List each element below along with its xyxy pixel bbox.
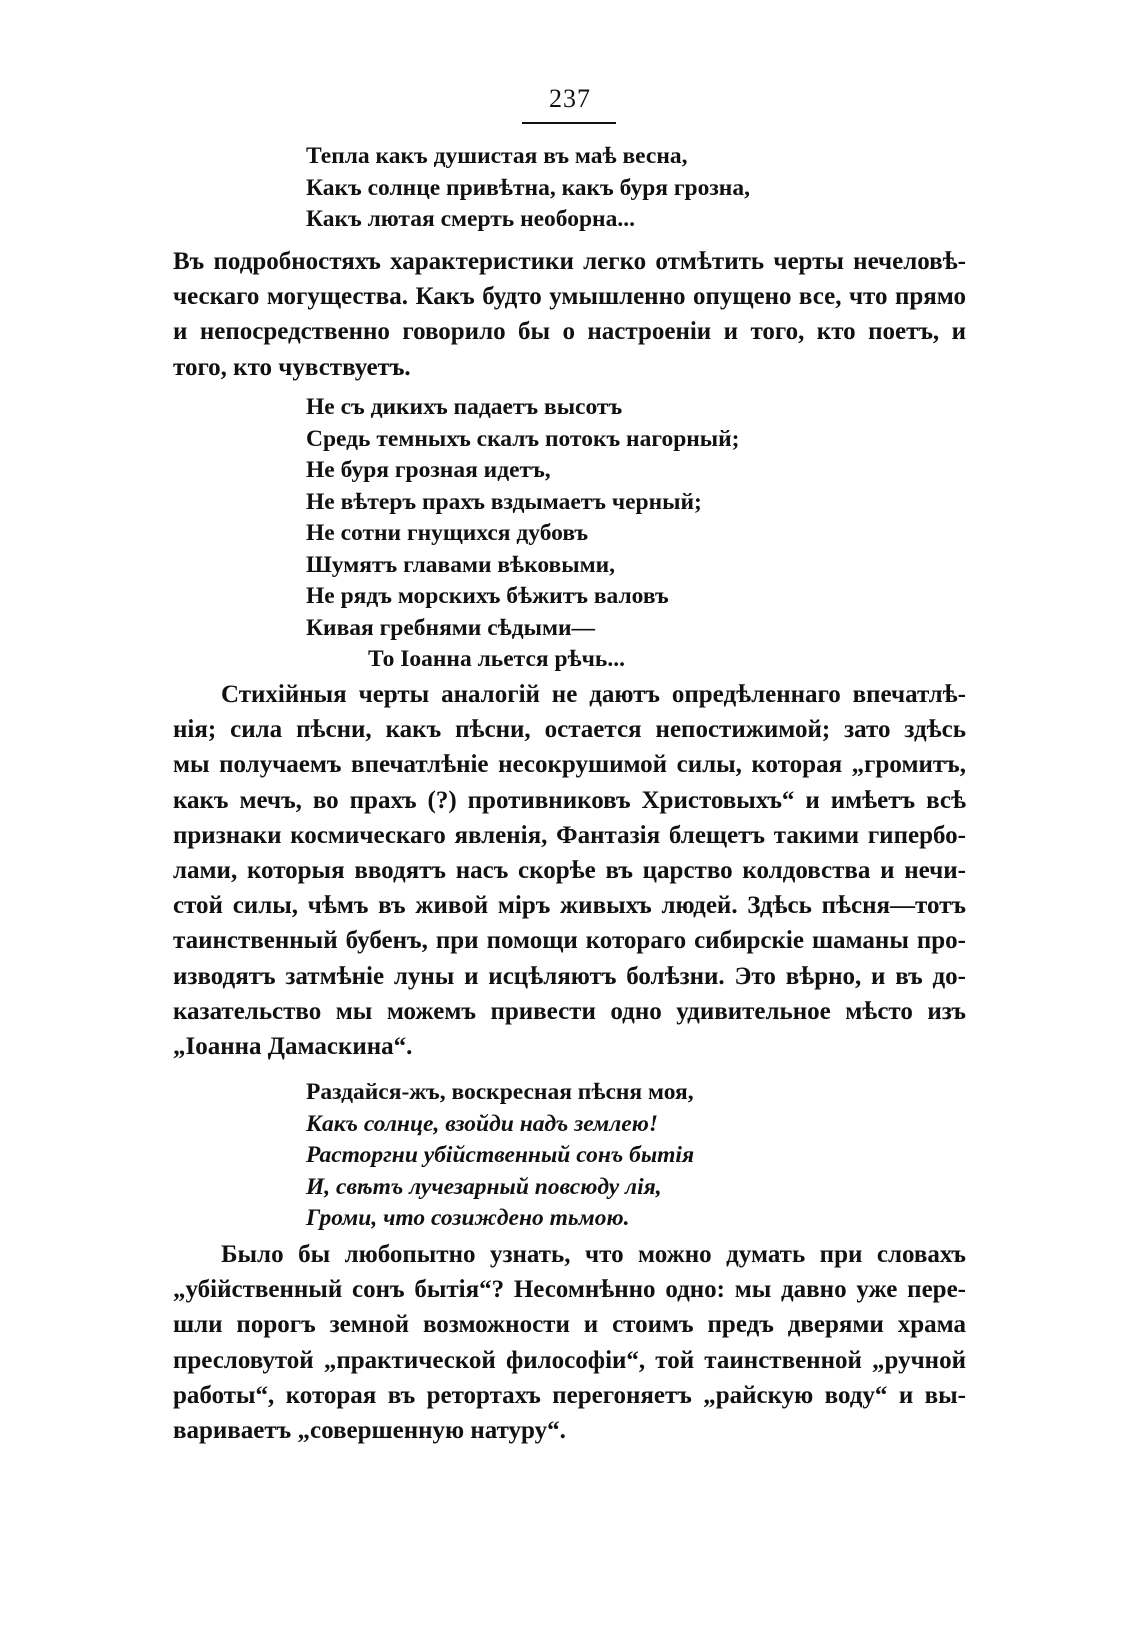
verse-line: Средь темныхъ скалъ потокъ нагорный; <box>306 425 740 452</box>
paragraph-line: Въ подробностяхъ характеристики легко отмѣтить черты нечеловѣ- <box>173 248 966 275</box>
verse-line: Не сотни гнущихся дубовъ <box>306 520 589 546</box>
verse-block-2 <box>306 392 1026 676</box>
paragraph-2 <box>173 677 966 1064</box>
verse-line: Тепла какъ душистая въ маѣ весна, <box>306 143 688 169</box>
verse-line: Не вѣтеръ прахъ вздымаетъ черный; <box>306 488 702 515</box>
paragraph-line: нія; сила пѣсни, какъ пѣсни, остается непостижимой; зато здѣсь <box>173 716 966 744</box>
paragraph-line: мы получаемъ впечатлѣніе несокрушимой силы, которая „громитъ, <box>173 751 966 779</box>
verse-line: Расторгни убійственный сонъ бытія <box>306 1142 695 1168</box>
paragraph-line: лами, которыя вводятъ насъ скорѣе въ царство колдовства и нечи- <box>173 857 966 885</box>
paragraph-line: изводятъ затмѣніе луны и исцѣляютъ болѣзни. Это вѣрно, и въ до- <box>173 962 966 990</box>
verse-line: То Іоанна льется рѣчь... <box>368 646 625 672</box>
paragraph-1 <box>173 244 966 385</box>
paragraph-line: казательство мы можемъ привести одно удивительное мѣсто изъ <box>173 997 966 1025</box>
verse-line: Какъ солнце привѣтна, какъ буря грозна, <box>306 174 750 201</box>
verse-line: Кивая гребнями сѣдыми— <box>306 614 596 641</box>
verse-block-1 <box>306 141 1026 236</box>
verse-line: Шумятъ главами вѣковыми, <box>306 551 616 578</box>
verse-line: Не буря грозная идетъ, <box>306 457 551 483</box>
paragraph-line: признаки космическаго явленія, Фантазія блещетъ такими гипербо- <box>173 821 966 849</box>
paragraph-line: стой силы, чѣмъ въ живой міръ живыхъ людей. Здѣсь пѣсня—тотъ <box>173 892 966 920</box>
paragraph-line: и непосредственно говорило бы о настроеніи и того, кто поетъ, и <box>173 318 966 346</box>
paragraph-line: ческаго могущества. Какъ будто умышленно опущено все, что прямо <box>173 283 966 311</box>
paragraph-line: какъ мечъ, во прахъ (?) противниковъ Христовыхъ“ и имѣетъ всѣ <box>173 786 966 814</box>
paragraph-line: Было бы любопытно узнать, что можно думать при словахъ <box>221 1241 966 1268</box>
paragraph-3 <box>173 1237 966 1448</box>
verse-block-3 <box>306 1077 1026 1235</box>
paragraph-line: того, кто чувствуетъ. <box>173 353 411 381</box>
paragraph-line: „убійственный сонъ бытія“? Несомнѣнно одно: мы давно уже пере- <box>173 1276 966 1304</box>
paragraph-line: работы“, которая въ ретортахъ перегоняетъ „райскую воду“ и вы- <box>173 1381 966 1409</box>
verse-line: Не съ дикихъ падаетъ высотъ <box>306 394 623 420</box>
verse-line: Какъ лютая смерть необорна... <box>306 206 635 232</box>
paragraph-line: вариваетъ „совершенную натуру“. <box>173 1417 566 1445</box>
paragraph-line: „Іоанна Дамаскина“. <box>173 1033 413 1061</box>
verse-line: Громи, что созиждено тьмою. <box>306 1205 630 1231</box>
paragraph-line: шли порогъ земной возможности и стоимъ предъ дверями храма <box>173 1311 966 1339</box>
paragraph-line: таинственный бубенъ, при помощи котораго сибирскіе шаманы про- <box>173 927 966 955</box>
paragraph-line: пресловутой „практической философіи“, той таинственной „ручной <box>173 1346 966 1374</box>
page-number: 237 <box>549 84 591 113</box>
verse-line: Какъ солнце, взойди надъ землею! <box>306 1110 658 1137</box>
verse-line: Раздайся-жъ, воскресная пѣсня моя, <box>306 1079 694 1105</box>
page-number-rule <box>522 122 616 124</box>
verse-line: И, свѣтъ лучезарный повсюду лія, <box>306 1173 662 1200</box>
verse-line: Не рядъ морскихъ бѣжитъ валовъ <box>306 583 669 609</box>
paragraph-line: Стихійныя черты аналогій не даютъ опредѣленнаго впечатлѣ- <box>221 681 966 708</box>
